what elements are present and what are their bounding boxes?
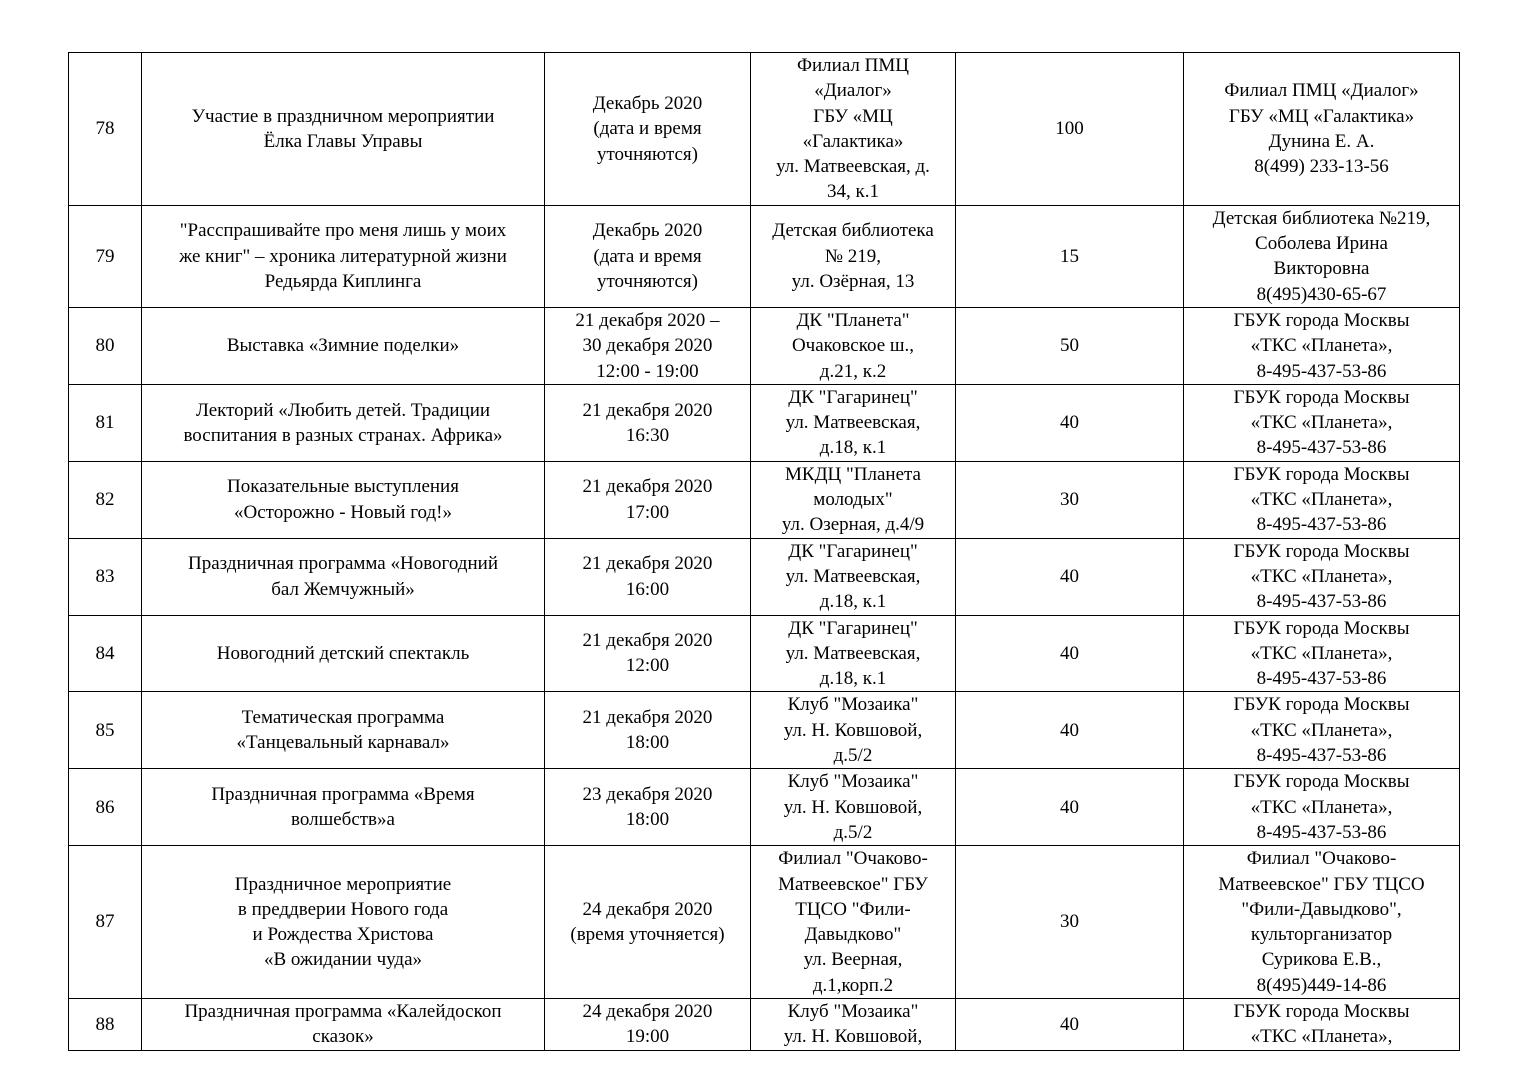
participant-count: 30 xyxy=(956,461,1184,538)
participant-count: 40 xyxy=(956,615,1184,692)
event-date: 21 декабря 2020 16:00 xyxy=(545,538,751,615)
participant-count: 40 xyxy=(956,692,1184,769)
event-title: Праздничное мероприятие в преддверии Нового года и Рождества Христова «В ожидании чуда» xyxy=(142,846,545,999)
event-place: Клуб "Мозаика" ул. Н. Ковшовой, xyxy=(751,998,956,1050)
table-row xyxy=(69,538,1460,615)
event-place: Филиал "Очаково- Матвеевское" ГБУ ТЦСО "Фили- Давыдково" ул. Веерная, д.1,корп.2 xyxy=(751,846,956,999)
event-place: ДК "Планета" Очаковское ш., д.21, к.2 xyxy=(751,307,956,384)
participant-count: 40 xyxy=(956,538,1184,615)
table-row xyxy=(69,53,1460,206)
event-date: 21 декабря 2020 16:30 xyxy=(545,384,751,461)
event-place: Детская библиотека № 219, ул. Озёрная, 13 xyxy=(751,205,956,307)
event-title: Праздничная программа «Новогодний бал Жемчужный» xyxy=(142,538,545,615)
table-row xyxy=(69,384,1460,461)
row-number: 86 xyxy=(69,769,142,846)
event-date: 21 декабря 2020 17:00 xyxy=(545,461,751,538)
event-organizer: ГБУК города Москвы «ТКС «Планета», 8-495-437-53-86 xyxy=(1184,307,1460,384)
event-organizer: ГБУК города Москвы «ТКС «Планета», 8-495-437-53-86 xyxy=(1184,384,1460,461)
row-number: 82 xyxy=(69,461,142,538)
event-organizer: ГБУК города Москвы «ТКС «Планета», 8-495-437-53-86 xyxy=(1184,461,1460,538)
event-organizer: ГБУК города Москвы «ТКС «Планета», 8-495-437-53-86 xyxy=(1184,769,1460,846)
event-date: 21 декабря 2020 – 30 декабря 2020 12:00 - 19:00 xyxy=(545,307,751,384)
row-number: 83 xyxy=(69,538,142,615)
row-number: 80 xyxy=(69,307,142,384)
event-date: Декабрь 2020 (дата и время уточняются) xyxy=(545,53,751,206)
row-number: 79 xyxy=(69,205,142,307)
event-title: Участие в праздничном мероприятии Ёлка Главы Управы xyxy=(142,53,545,206)
event-title: Показательные выступления «Осторожно - Новый год!» xyxy=(142,461,545,538)
events-table xyxy=(68,52,1460,1051)
event-organizer: ГБУК города Москвы «ТКС «Планета», 8-495-437-53-86 xyxy=(1184,538,1460,615)
event-date: Декабрь 2020 (дата и время уточняются) xyxy=(545,205,751,307)
event-title: Лекторий «Любить детей. Традиции воспитания в разных странах. Африка» xyxy=(142,384,545,461)
row-number: 87 xyxy=(69,846,142,999)
row-number: 85 xyxy=(69,692,142,769)
event-title: "Расспрашивайте про меня лишь у моих же книг" – хроника литературной жизни Редьярда Киплинга xyxy=(142,205,545,307)
event-date: 24 декабря 2020 19:00 xyxy=(545,998,751,1050)
event-title: Праздничная программа «Время волшебств»а xyxy=(142,769,545,846)
row-number: 84 xyxy=(69,615,142,692)
event-organizer: Детская библиотека №219, Соболева Ирина Викторовна 8(495)430-65-67 xyxy=(1184,205,1460,307)
event-place: ДК "Гагаринец" ул. Матвеевская, д.18, к.1 xyxy=(751,384,956,461)
event-organizer: ГБУК города Москвы «ТКС «Планета», 8-495-437-53-86 xyxy=(1184,692,1460,769)
table-row xyxy=(69,615,1460,692)
event-organizer: ГБУК города Москвы «ТКС «Планета», xyxy=(1184,998,1460,1050)
event-organizer: ГБУК города Москвы «ТКС «Планета», 8-495-437-53-86 xyxy=(1184,615,1460,692)
table-row xyxy=(69,205,1460,307)
event-date: 23 декабря 2020 18:00 xyxy=(545,769,751,846)
table-row xyxy=(69,307,1460,384)
event-place: Филиал ПМЦ «Диалог» ГБУ «МЦ «Галактика» ул. Матвеевская, д. 34, к.1 xyxy=(751,53,956,206)
event-place: МКДЦ "Планета молодых" ул. Озерная, д.4/9 xyxy=(751,461,956,538)
table-row xyxy=(69,769,1460,846)
participant-count: 30 xyxy=(956,846,1184,999)
event-title: Новогодний детский спектакль xyxy=(142,615,545,692)
event-title: Тематическая программа «Танцевальный карнавал» xyxy=(142,692,545,769)
participant-count: 40 xyxy=(956,384,1184,461)
participant-count: 15 xyxy=(956,205,1184,307)
event-title: Выставка «Зимние поделки» xyxy=(142,307,545,384)
row-number: 88 xyxy=(69,998,142,1050)
table-row xyxy=(69,846,1460,999)
table-row xyxy=(69,692,1460,769)
event-place: ДК "Гагаринец" ул. Матвеевская, д.18, к.1 xyxy=(751,538,956,615)
row-number: 78 xyxy=(69,53,142,206)
event-place: Клуб "Мозаика" ул. Н. Ковшовой, д.5/2 xyxy=(751,692,956,769)
event-title: Праздничная программа «Калейдоскоп сказок» xyxy=(142,998,545,1050)
table-row xyxy=(69,998,1460,1050)
participant-count: 50 xyxy=(956,307,1184,384)
event-organizer: Филиал ПМЦ «Диалог» ГБУ «МЦ «Галактика» Дунина Е. А. 8(499) 233-13-56 xyxy=(1184,53,1460,206)
event-organizer: Филиал "Очаково- Матвеевское" ГБУ ТЦСО "Фили-Давыдково", культорганизатор Сурикова Е.В., 8(495)449-14-86 xyxy=(1184,846,1460,999)
event-date: 24 декабря 2020 (время уточняется) xyxy=(545,846,751,999)
row-number: 81 xyxy=(69,384,142,461)
event-place: ДК "Гагаринец" ул. Матвеевская, д.18, к.1 xyxy=(751,615,956,692)
event-date: 21 декабря 2020 18:00 xyxy=(545,692,751,769)
event-date: 21 декабря 2020 12:00 xyxy=(545,615,751,692)
table-row xyxy=(69,461,1460,538)
event-place: Клуб "Мозаика" ул. Н. Ковшовой, д.5/2 xyxy=(751,769,956,846)
participant-count: 40 xyxy=(956,998,1184,1050)
participant-count: 40 xyxy=(956,769,1184,846)
participant-count: 100 xyxy=(956,53,1184,206)
